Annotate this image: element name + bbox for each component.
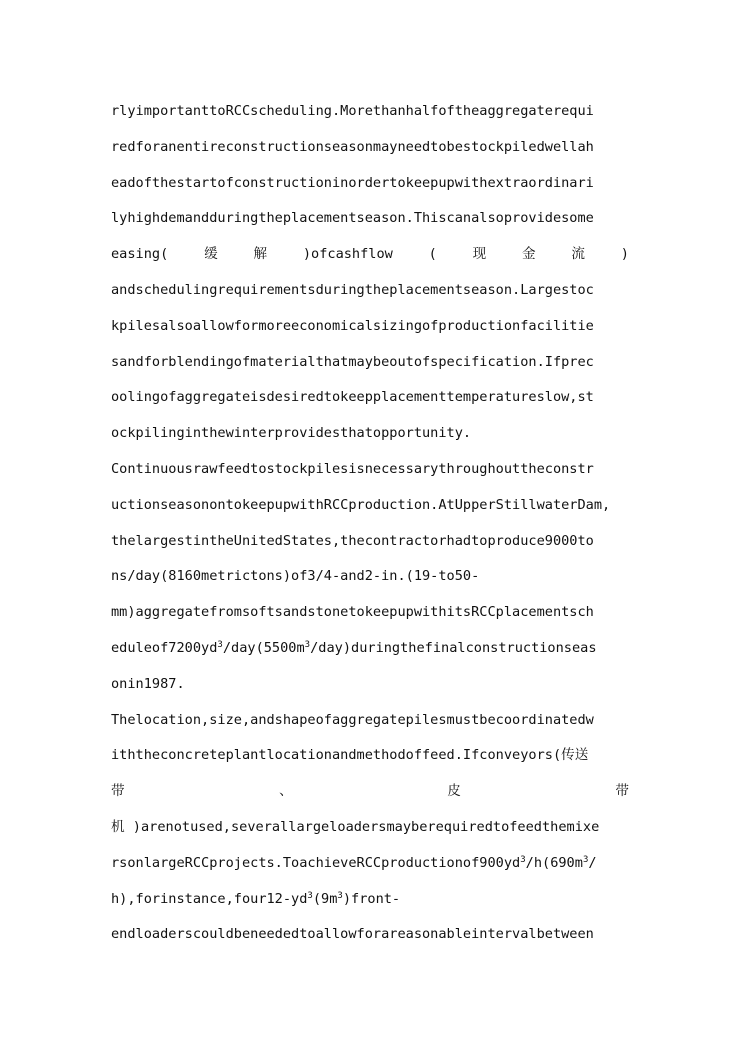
text-line: uctionseasonontokeepupwithRCCproduction.AtUpperStillwaterDam, <box>111 496 611 513</box>
text-run: 带 <box>111 783 125 800</box>
text-run: eduleof7200yd <box>111 639 218 656</box>
text-line: ockpilinginthewinterprovidesthatopportunity. <box>111 425 472 442</box>
text-line: iththeconcreteplantlocationandmethodoffeed.Ifconveyors(传送 <box>111 747 589 764</box>
text-line: rlyimportanttoRCCscheduling.Morethanhalfoftheaggregaterequi <box>111 103 594 119</box>
text-run: 金 <box>521 246 536 263</box>
text-run: 现 <box>472 246 487 263</box>
text-line: thelargestintheUnitedStates,thecontractorhadtoproduce9000to <box>111 532 594 549</box>
text-run: )front- <box>342 890 401 907</box>
text-run: 、 <box>279 783 293 800</box>
text-line: ns/day(8160metrictons)of3/4-and2-in.(19-to50- <box>111 568 480 585</box>
text-run: /day(5500m <box>222 639 305 656</box>
text-run: 皮 <box>447 783 461 800</box>
text-line: sandforblendingofmaterialthatmaybeoutofspecification.Ifprec <box>111 353 594 370</box>
text-line: onin1987. <box>111 675 185 692</box>
text-run: /h(690m <box>525 854 583 871</box>
text-line-justified <box>111 774 629 810</box>
superscript: 3 <box>582 854 589 865</box>
text-run: 带 <box>615 783 629 800</box>
text-line <box>111 631 629 667</box>
superscript: 3 <box>337 890 343 901</box>
text-line-justified <box>111 237 629 273</box>
superscript: 3 <box>520 854 526 865</box>
text-line: Thelocation,size,andshapeofaggregatepilesmustbecoordinatedw <box>111 711 594 728</box>
text-line <box>111 810 629 846</box>
text-run: 机 )arenotused,severallargeloadersmayberequiredtofeedthemixe <box>111 818 600 835</box>
text-run: mm)aggregatefromsoftsandstonetokeepupwithitsRCCplacementsch <box>111 604 594 621</box>
text-run: (9m <box>312 890 338 907</box>
superscript: 3 <box>307 890 313 901</box>
text-run: /day)duringthefinalconstructionseas <box>310 639 597 656</box>
text-line: lyhighdemandduringtheplacementseason.Thiscanalsoprovidesome <box>111 210 594 227</box>
text-run: 解 <box>253 246 268 263</box>
text-line: oolingofaggregateisdesiredtokeepplacementtemperatureslow,st <box>111 389 594 406</box>
text-run: ( <box>428 246 437 263</box>
text-line: eadofthestartofconstructioninordertokeepupwithextraordinari <box>111 174 594 191</box>
text-line: endloaderscouldbeneededtoallowforareasonableintervalbetween <box>111 926 594 943</box>
text-run: )ofcashflow <box>302 246 393 263</box>
document-body <box>111 94 629 953</box>
text-line: kpilesalsoallowformoreeconomicalsizingofproductionfacilitie <box>111 317 594 334</box>
text-run: 流 <box>571 246 585 263</box>
text-run: h),forinstance,four12-yd <box>111 890 308 907</box>
text-run: ) <box>620 246 629 263</box>
text-line: andschedulingrequirementsduringtheplacementseason.Largestoc <box>111 281 594 298</box>
text-line: Continuousrawfeedtostockpilesisnecessarythroughouttheconstr <box>111 460 594 477</box>
text-line <box>111 846 629 882</box>
text-run: easing( <box>111 246 169 263</box>
text-line <box>111 595 629 631</box>
text-run: rsonlargeRCCprojects.ToachieveRCCproductionof900yd <box>111 854 521 871</box>
superscript: 3 <box>217 639 223 650</box>
text-line: redforanentireconstructionseasonmayneedtobestockpiledwellah <box>111 138 594 155</box>
text-line <box>111 882 629 918</box>
text-run: 缓 <box>204 246 218 263</box>
superscript: 3 <box>304 639 311 650</box>
text-run: / <box>588 854 597 871</box>
